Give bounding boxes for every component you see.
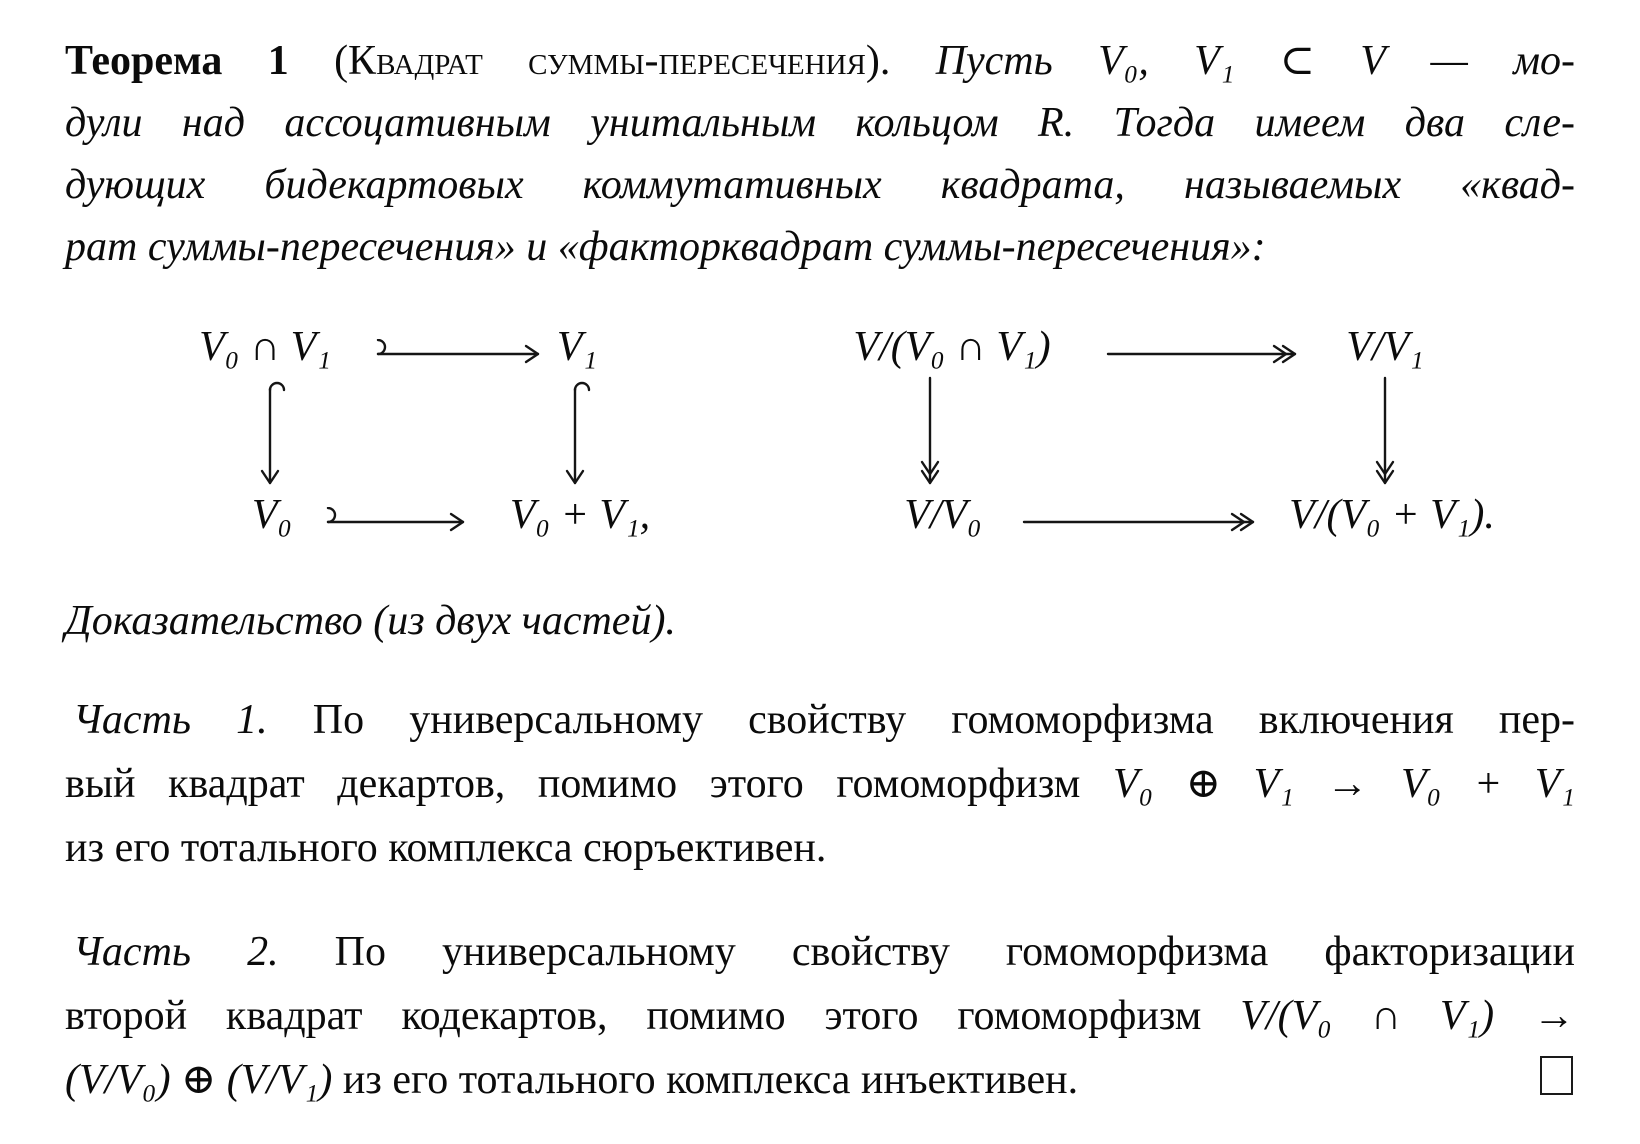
- theorem-name: (Квадрат суммы-пересечения).: [334, 38, 891, 84]
- bottom-inclusion-arrow-icon: [318, 500, 468, 548]
- node-v0: V₀: [251, 492, 293, 538]
- part1-line-2-text: вый квадрат декартов, помимо этого гомоморфизм: [65, 761, 1081, 807]
- theorem-line-2: дули над ассоцативным унитальным кольцом R. Тогда имеем два сле-: [65, 100, 1575, 146]
- theorem-head: Теорема 1: [65, 38, 289, 84]
- theorem-line-4: рат суммы-пересечения» и «факторквадрат суммы-пересечения»:: [65, 224, 1266, 270]
- node-quot-v1: V/V₁: [1346, 324, 1424, 370]
- part1-paragraph: [65, 688, 1575, 880]
- right-surjection-arrow-icon: [1370, 376, 1400, 499]
- left-inclusion-arrow-icon: [260, 376, 294, 499]
- top-surjection-arrow-icon: [1106, 332, 1300, 380]
- part1-line-1: [65, 688, 1575, 752]
- part2-line-2: [65, 984, 1575, 1048]
- part2-line-1-rest: По универсальному свойству гомоморфизма факторизации: [334, 929, 1575, 975]
- part2-paragraph: [65, 920, 1575, 1112]
- part1-head: Часть 1.: [73, 697, 268, 743]
- bottom-surjection-arrow-icon: [1022, 500, 1258, 548]
- top-inclusion-arrow-icon: [368, 332, 543, 380]
- node-quot-intersection: V/(V₀ ∩ V₁): [853, 324, 1051, 370]
- diagrams-row: [0, 300, 1640, 555]
- node-quot-v0: V/V₀: [904, 492, 982, 538]
- part2-line-3-text: из его тотального комплекса инъективен.: [342, 1057, 1079, 1103]
- node-quot-sum: V/(V₀ + V₁).: [1289, 492, 1495, 538]
- proof-paragraph: [65, 590, 1575, 652]
- theorem-line-3: дующих бидекартовых коммутативных квадрата, называемых «квад-: [65, 162, 1575, 208]
- part2-line-1: [65, 920, 1575, 984]
- theorem-line-1-rest: Пусть V₀, V₁ ⊂ V — мо-: [935, 38, 1575, 84]
- proof-label: Доказательство (из двух частей).: [65, 598, 676, 644]
- qed-square: [1540, 1056, 1573, 1095]
- part2-line-2-math: V/(V₀ ∩ V₁) →: [1240, 993, 1576, 1039]
- node-intersection: V₀ ∩ V₁: [199, 324, 331, 370]
- theorem-paragraph: [65, 30, 1575, 278]
- right-inclusion-arrow-icon: [565, 376, 599, 499]
- part2-line-3-math: (V/V₀) ⊕ (V/V₁): [65, 1057, 333, 1103]
- part2-line-2-text: второй квадрат кодекартов, помимо этого гомоморфизм: [65, 993, 1202, 1039]
- left-surjection-arrow-icon: [915, 376, 945, 499]
- node-v1: V₁: [556, 324, 598, 370]
- part1-line-2: [65, 752, 1575, 816]
- part1-line-3: из его тотального комплекса сюръективен.: [65, 825, 827, 871]
- theorem-line-1: [65, 30, 1575, 92]
- part1-line-1-rest: По универсальному свойству гомоморфизма включения пер-: [312, 697, 1576, 743]
- part1-line-2-math: V₀ ⊕ V₁ → V₀ + V₁: [1112, 761, 1576, 807]
- node-sum: V₀ + V₁,: [509, 492, 651, 538]
- part2-line-3: [65, 1048, 1575, 1112]
- part2-head: Часть 2.: [73, 929, 279, 975]
